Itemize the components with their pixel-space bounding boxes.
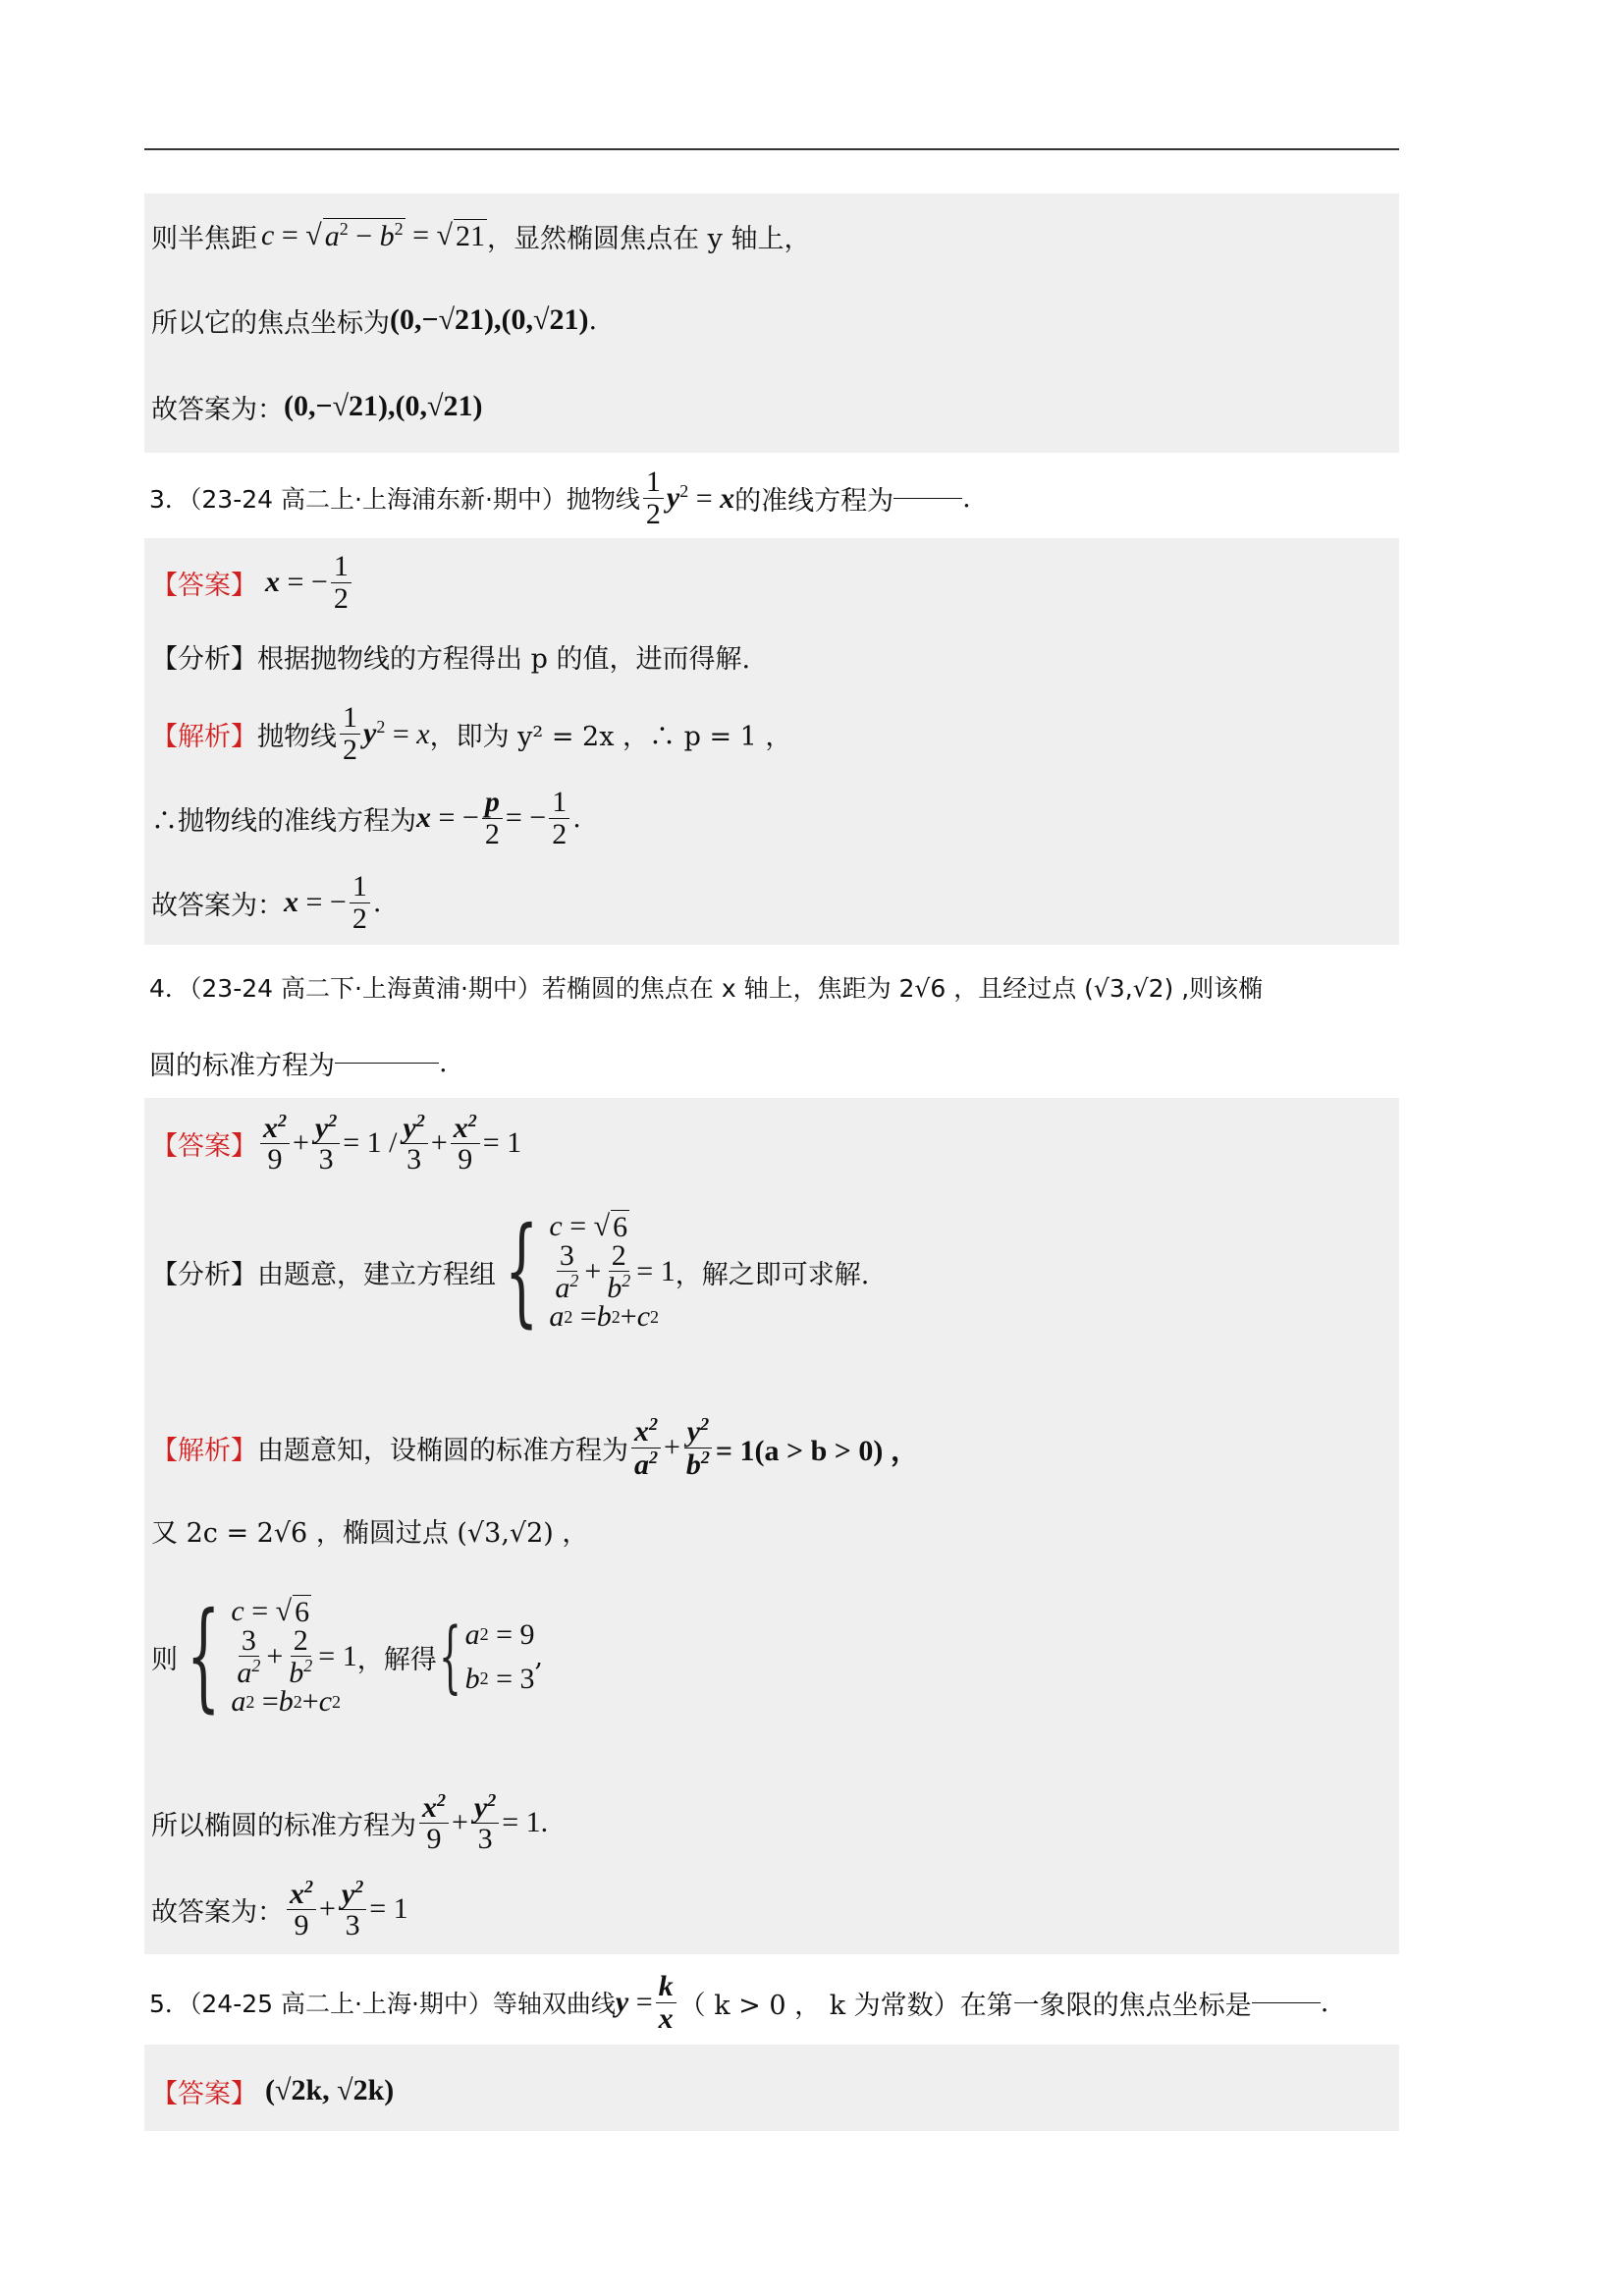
- solution-line: 故答案为： (0,−√21),(0,√21): [151, 390, 483, 425]
- question-5-stem: 5．（24-25 高二上·上海·期中）等轴双曲线 y = $\frac{k}{x}$ （ k > 0 ， k 为常数）在第一象限的焦点坐标是 .: [149, 1970, 1329, 2035]
- solution-line: 故答案为： x = − $\frac{1}{2}$ .: [151, 870, 382, 935]
- question-4-stem-2: 圆的标准方程为 .: [149, 1047, 448, 1081]
- header-rule: [144, 148, 1399, 150]
- solution-line: 【解析】 抛物线 $\frac{1}{2}$ y $^2$ = x ，即为 y² = 2x ，∴ p = 1 ，: [151, 701, 792, 766]
- analysis-line: 【分析】 根据抛物线的方程得出 p 的值，进而得解.: [151, 643, 751, 675]
- solution-line: 则半焦距 c = √ $a^2 - b^2$ = √ 21 ，显然椭圆焦点在 y 轴上，: [151, 219, 811, 254]
- answer-line: 【答案】 x = − $\frac{1}{2}$: [151, 550, 1399, 615]
- solution-line: 所以它的焦点坐标为 (0,−√21),(0,√21) .: [151, 303, 598, 339]
- solution-line: 故答案为： $\frac{x^2}{9}$ + $\frac{y^2}{3}$ = 1: [151, 1876, 408, 1941]
- question-4-stem: 4．（23-24 高二下·上海黄浦·期中）若椭圆的焦点在 x 轴上，焦距为 2√6 ，且经过点 (√3,√2) ,则该椭: [149, 974, 1264, 1003]
- answer-line: 【答案】 (√2k, √2k): [151, 2074, 395, 2109]
- solution-line: 所以椭圆的标准方程为 $\frac{x^2}{9}$ + $\frac{y^2}{3}$ = 1.: [151, 1789, 549, 1855]
- solution-line: ∴抛物线的准线方程为 x = − $\frac{p}{2}$ = − $\frac{1}{2}$ .: [151, 786, 581, 850]
- solution-line: 【解析】 由题意知，设椭圆的标准方程为 $\frac{x^2}{a^2}$ + $\frac{y^2}{b^2}$ = 1(a > b > 0) ，: [151, 1414, 920, 1481]
- answer-line: 【答案】 $\frac{x^2}{9}$ + $\frac{y^2}{3}$ = 1 / $\frac{y^2}{3}$ + $\frac{x^2}{9}$ = 1: [151, 1110, 522, 1175]
- solution-line: 则 { c = √ 6 $\frac{3}{a^2}$ + $\frac{2}{b^2}$ = 1 a 2 = b 2 + c 2 ，解得 { a 2 = 9 b 2 = 3 ,: [151, 1588, 544, 1724]
- solution-line: 又 2c = 2√6 ，椭圆过点 (√3,√2) ，: [151, 1517, 589, 1549]
- question-3-stem: 3．（23-24 高二上·上海浦东新·期中）抛物线 $\frac{1}{2}$ y $^2$ = x 的准线方程为 .: [149, 465, 971, 530]
- analysis-line: 【分析】 由题意，建立方程组 { c = √ 6 $\frac{3}{a^2}$ + $\frac{2}{b^2}$ = 1 a 2 = b 2 + c 2 ，解之即可求解.: [151, 1203, 870, 1339]
